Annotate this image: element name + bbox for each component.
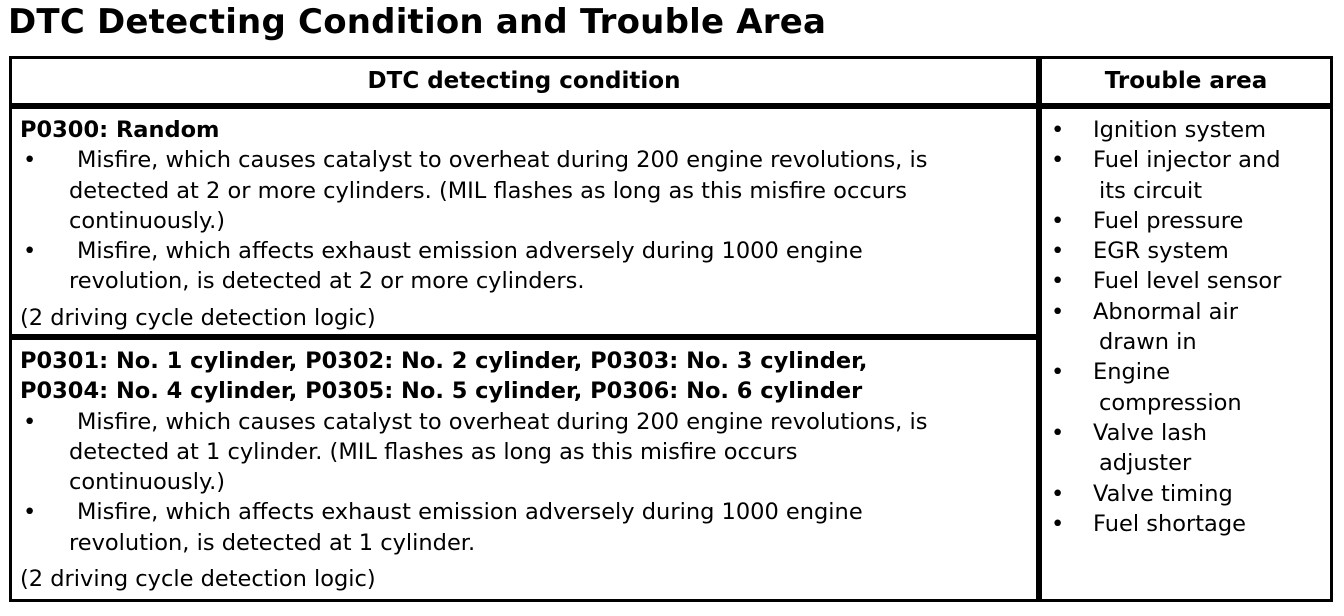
header-trouble-area: Trouble area [1104,68,1268,94]
trouble-area-label: Engine [1093,359,1171,386]
trouble-area-label: Ignition system [1093,117,1267,143]
bullet-icon: • [1051,238,1065,265]
trouble-area-item [1048,236,1281,266]
bullet-icon: • [23,499,37,526]
bullet-icon: • [1051,117,1065,143]
dtc-code-p0300: P0300: Random [20,117,220,143]
trouble-area-item [1048,145,1281,175]
condition-bullet [20,497,927,527]
trouble-area-label: compression [1099,389,1242,416]
bullet-icon: • [1051,268,1065,295]
dtc-codes-line: P0304: No. 4 cylinder, P0305: No. 5 cylinder, P0306: No. 6 cylinder [20,378,863,405]
trouble-area-item [1048,479,1281,509]
bullet-icon: • [1051,419,1065,446]
trouble-area-label: EGR system [1093,238,1229,265]
condition-cell-random [20,115,927,333]
condition-text-line: Misfire, which causes catalyst to overheat during 200 engine revolutions, is [77,147,928,174]
trouble-area-label: adjuster [1099,450,1192,477]
trouble-area-label: drawn in [1099,329,1197,356]
header-condition: DTC detecting condition [367,68,681,94]
condition-bullet [20,236,927,266]
condition-text-line: Misfire, which affects exhaust emission adversely during 1000 engine [77,499,863,526]
column-divider [1036,59,1042,599]
condition-text-line: continuously.) [69,469,226,496]
trouble-area-label: its circuit [1099,177,1203,204]
condition-bullet [20,407,927,437]
dtc-table [9,56,1333,602]
trouble-area-label: Valve lash [1093,419,1208,446]
condition-text-line: detected at 2 or more cylinders. (MIL flashes as long as this misfire occurs [69,177,907,204]
bullet-icon: • [1051,298,1065,325]
bullet-icon: • [1051,359,1065,386]
trouble-area-item [1048,509,1281,539]
trouble-area-label: Fuel injector and [1093,147,1281,174]
trouble-area-item [1048,418,1281,448]
trouble-area-label: Valve timing [1093,480,1233,507]
trouble-area-item [1048,357,1281,387]
condition-bullet [20,145,927,175]
condition-text-line: revolution, is detected at 1 cylinder. [69,529,476,556]
trouble-area-label: Fuel level sensor [1093,268,1282,295]
condition-text-line: Misfire, which causes catalyst to overheat during 200 engine revolutions, is [77,408,928,435]
trouble-area-item [1048,266,1281,296]
trouble-area-label: Fuel shortage [1093,510,1246,537]
page-title: DTC Detecting Condition and Trouble Area [8,2,827,42]
trouble-area-label: Fuel pressure [1093,207,1244,234]
condition-text-line: detected at 1 cylinder. (MIL flashes as long as this misfire occurs [69,438,798,465]
trouble-area-item [1048,206,1281,236]
trouble-area-cell [1048,115,1281,539]
bullet-icon: • [1051,480,1065,507]
bullet-icon: • [23,238,37,265]
trouble-area-label: Abnormal air [1093,298,1238,325]
trouble-area-item [1048,115,1281,145]
bullet-icon: • [1051,510,1065,537]
condition-cell-cylinders [20,346,927,594]
header-divider [12,103,1330,109]
bullet-icon: • [1051,147,1065,174]
bullet-icon: • [1051,207,1065,234]
bullet-icon: • [23,408,37,435]
condition-text-line: continuously.) [69,207,226,234]
detection-logic-note: (2 driving cycle detection logic) [20,304,376,331]
bullet-icon: • [23,147,37,174]
trouble-area-item [1048,297,1281,327]
condition-text-line: revolution, is detected at 2 or more cylinders. [69,268,585,295]
detection-logic-note: (2 driving cycle detection logic) [20,566,376,593]
condition-text-line: Misfire, which affects exhaust emission adversely during 1000 engine [77,238,863,265]
row-divider [12,334,1039,340]
dtc-codes-line: P0301: No. 1 cylinder, P0302: No. 2 cylinder, P0303: No. 3 cylinder, [20,348,868,374]
